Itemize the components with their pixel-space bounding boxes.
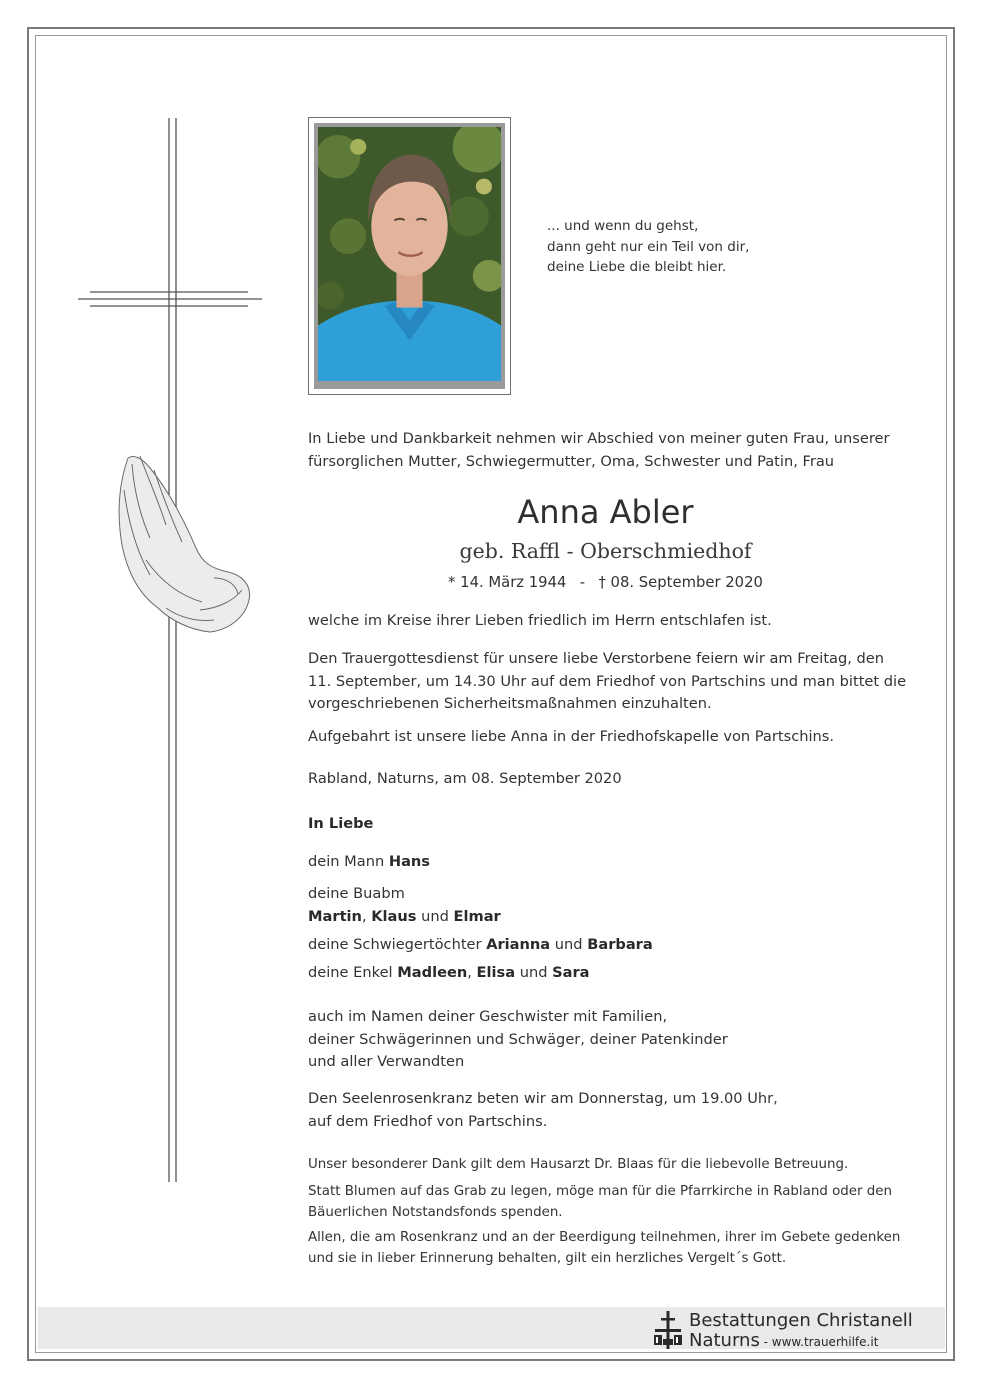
footer-company: Bestattungen Christanell (689, 1310, 913, 1331)
intro-line: In Liebe und Dankbarkeit nehmen wir Abschied von meiner guten Frau, unserer (308, 430, 890, 447)
closing-text (308, 1227, 900, 1269)
mourner-name: Madleen (397, 964, 468, 981)
flowers-line: Statt Blumen auf das Grab zu legen, möge man für die Pfarrkirche in Rabland oder den (308, 1184, 893, 1199)
service-line: 11. September, um 14.30 Uhr auf dem Friedhof von Partschins und man bittet die (308, 672, 907, 690)
rosary-line: Den Seelenrosenkranz beten wir am Donnerstag, um 19.00 Uhr, (308, 1090, 778, 1107)
mourner-name: Arianna (486, 936, 551, 953)
life-dates (308, 572, 903, 594)
mourner-grandchildren (308, 962, 590, 985)
portrait-photo (318, 127, 501, 381)
mourner-label: deine Schwiegertöchter (308, 936, 487, 953)
mourner-name: Hans (388, 853, 430, 870)
flowers-text (308, 1181, 892, 1223)
mourner-sons-names (308, 906, 501, 929)
thanks-text: Unser besonderer Dank gilt dem Hausarzt Dr. Blaas für die liebevolle Betreuung. (308, 1157, 849, 1172)
place-date: Rabland, Naturns, am 08. September 2020 (308, 770, 622, 787)
mourner-joiner: , (361, 907, 372, 925)
poem (547, 216, 749, 278)
date-separator: - (579, 574, 586, 591)
relatives-line: und aller Verwandten (308, 1053, 465, 1071)
funeral-home-logo-icon (651, 1309, 685, 1351)
laid-out-text: Aufgebahrt ist unsere liebe Anna in der Friedhofskapelle von Partschins. (308, 728, 835, 745)
poem-line: dann geht nur ein Teil von dir, (547, 238, 750, 255)
in-love-heading (308, 813, 373, 836)
relatives-line: deiner Schwägerinnen und Schwäger, deiner Patenkinder (308, 1030, 728, 1048)
mourner-name: Elmar (453, 907, 501, 925)
intro-text (308, 428, 890, 473)
mourner-name: Elisa (476, 964, 516, 981)
passed-line: welche im Kreise ihrer Lieben friedlich im Herrn entschlafen ist. (308, 612, 772, 629)
poem-line: deine Liebe die bleibt hier. (547, 259, 727, 275)
closing-line: Allen, die am Rosenkranz und an der Beerdigung teilnehmen, ihrer im Gebete gedenken (308, 1230, 901, 1245)
in-love-label: In Liebe (308, 815, 374, 832)
portrait-mat (314, 123, 505, 389)
flowers-line: Bäuerlichen Notstandsfonds spenden. (308, 1205, 563, 1220)
mourner-joiner: , (467, 964, 477, 981)
service-line: vorgeschriebenen Sicherheitsmaßnahmen einzuhalten. (308, 695, 712, 713)
mourner-name: Martin (308, 907, 362, 925)
footer-town-line (689, 1331, 878, 1352)
portrait-frame (308, 117, 511, 395)
relatives-text (308, 1006, 728, 1074)
mourner-joiner: und (550, 936, 588, 953)
service-line: Den Trauergottesdienst für unsere liebe Verstorbene feiern wir am Freitag, den (308, 650, 885, 667)
mourner-name: Klaus (371, 907, 417, 925)
birth-date: * 14. März 1944 (448, 574, 567, 591)
mourner-husband (308, 851, 430, 874)
footer-website[interactable]: - www.trauerhilfe.it (759, 1335, 879, 1349)
death-date: † 08. September 2020 (598, 574, 763, 591)
maiden-name: geb. Raffl - Oberschmiedhof (459, 539, 752, 563)
mourner-joiner: und (515, 964, 553, 981)
praying-hands-icon (110, 450, 255, 640)
mourner-sons (308, 883, 501, 928)
mourner-label: dein Mann (308, 853, 389, 870)
service-text (308, 648, 906, 716)
mourner-name: Sara (552, 964, 590, 981)
rosary-text (308, 1088, 778, 1133)
mourner-label: deine Enkel (308, 964, 398, 981)
mourner-label: deine Buabm (308, 885, 405, 902)
footer-town: Naturns (689, 1330, 760, 1351)
intro-line: fürsorglichen Mutter, Schwiegermutter, Oma, Schwester und Patin, Frau (308, 452, 835, 470)
mourner-daughters-in-law (308, 934, 653, 957)
closing-line: und sie in lieber Erinnerung behalten, gilt ein herzliches Vergelt´s Gott. (308, 1251, 787, 1266)
rosary-line: auf dem Friedhof von Partschins. (308, 1112, 548, 1130)
cross-icon (76, 116, 266, 1186)
mourner-name: Barbara (587, 936, 653, 953)
poem-line: ... und wenn du gehst, (547, 218, 699, 234)
mourner-joiner: und (416, 907, 454, 925)
relatives-line: auch im Namen deiner Geschwister mit Familien, (308, 1008, 668, 1025)
deceased-name: Anna Abler (517, 493, 694, 531)
